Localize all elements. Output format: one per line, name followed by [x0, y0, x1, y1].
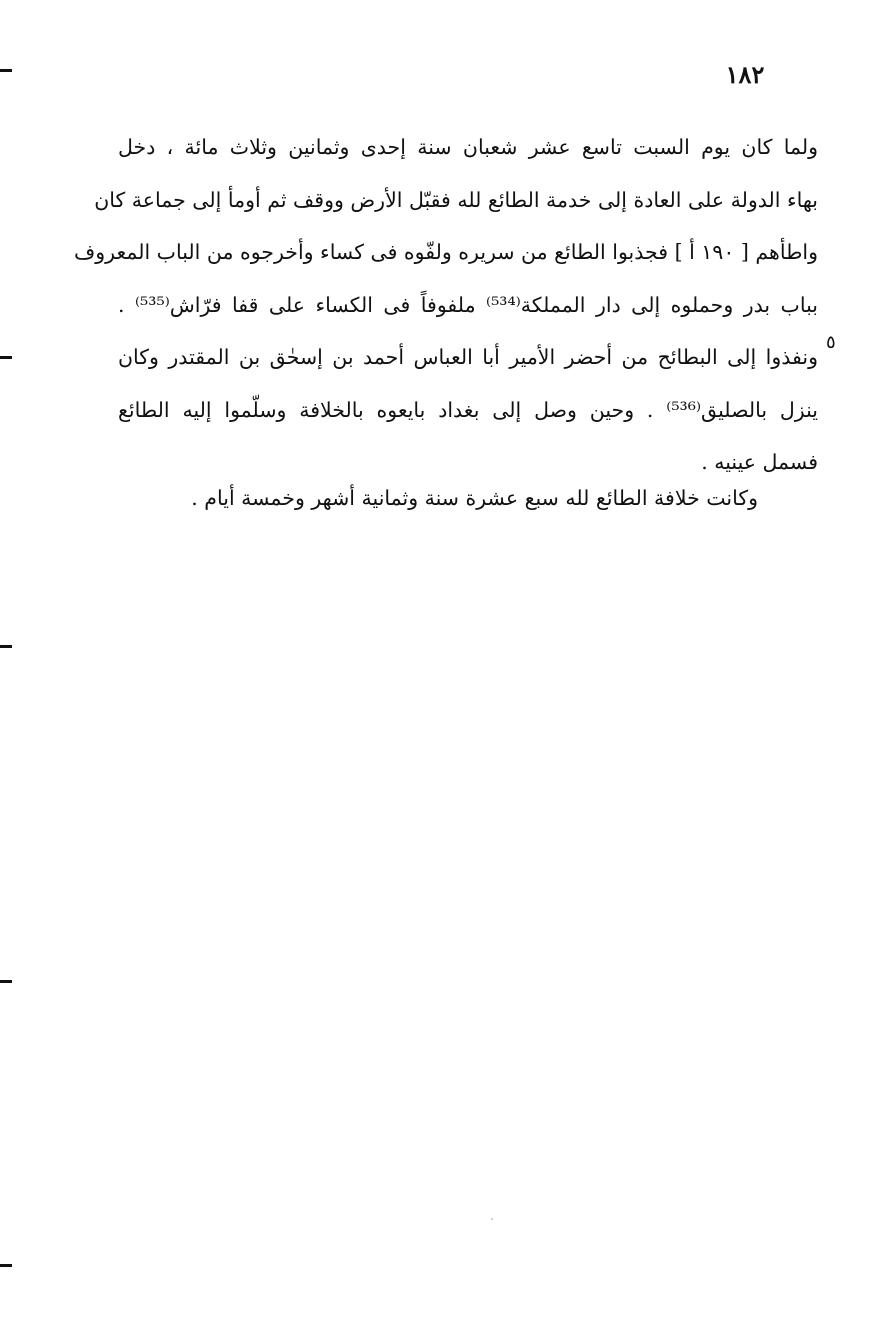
margin-line-number: ٥: [826, 332, 836, 353]
main-text-block: [74, 124, 818, 492]
left-edge-mark: [0, 980, 12, 983]
text-line-5: ونفذوا إلى البطائح من أحضر الأمير أبا العباس أحمد بن إسحٰق بن المقتدر وكان: [118, 345, 818, 369]
left-edge-mark: [0, 69, 12, 72]
page-number: ١٨٢: [725, 60, 765, 89]
text-line-4: بباب بدر وحملوه إلى دار المملكة⁽⁵³⁴⁾ ملفوفاً فى الكساء على قفا فرّاش⁽⁵³⁵⁾ .: [118, 292, 818, 317]
text-line-1: ولما كان يوم السبت تاسع عشر شعبان سنة إحدى وثمانين وثلاث مائة ، دخل: [118, 135, 818, 159]
closing-line: وكانت خلافة الطائع لله سبع عشرة سنة وثمانية أشهر وخمسة أيام .: [191, 486, 758, 510]
text-line-3: واطأهم [ ١٩٠ أ ] فجذبوا الطائع من سريره ولفّوه فى كساء وأخرجوه من الباب المعروف: [74, 240, 818, 264]
text-line-6: ينزل بالصليق⁽⁵³⁶⁾ . وحين وصل إلى بغداد بايعوه بالخلافة وسلّموا إليه الطائع: [118, 397, 818, 422]
text-line-2: بهاء الدولة على العادة إلى خدمة الطائع لله فقبّل الأرض ووقف ثم أومأ إلى جماعة كان: [94, 187, 818, 212]
scan-speck: [491, 1218, 493, 1220]
left-edge-mark: [0, 356, 12, 359]
left-edge-mark: [0, 1264, 12, 1267]
left-edge-mark: [0, 645, 12, 648]
text-line-7: فسمل عينيه .: [701, 450, 818, 474]
